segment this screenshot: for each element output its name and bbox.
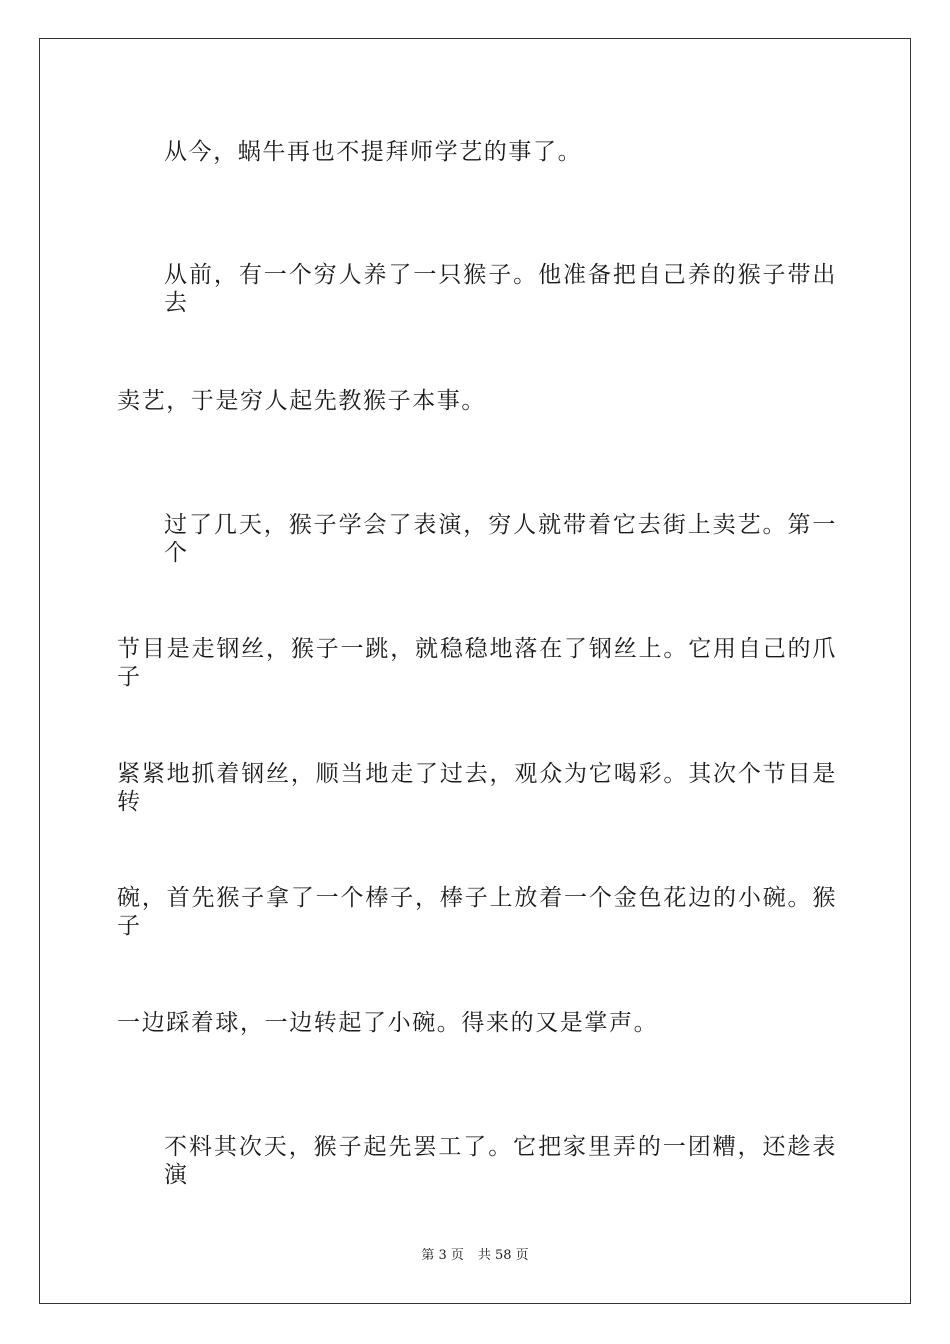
text-line: 紧紧地抓着钢丝，顺当地走了过去，观众为它喝彩。其次个节目是转 (117, 761, 837, 815)
text-line: 不料其次天，猴子起先罢工了。它把家里弄的一团糟，还趁表演 (164, 1134, 837, 1188)
text-line: 碗，首先猴子拿了一个棒子，棒子上放着一个金色花边的小碗。猴子 (117, 885, 837, 939)
text-line: 一边踩着球，一边转起了小碗。得来的又是掌声。 (117, 1010, 659, 1036)
page-number: 第 3 页 (421, 1248, 464, 1263)
page-total: 共 58 页 (477, 1248, 529, 1263)
page-footer (0, 1247, 950, 1265)
text-line: 节目是走钢丝，猴子一跳，就稳稳地落在了钢丝上。它用自己的爪子 (117, 636, 837, 690)
text-line: 卖艺，于是穷人起先教猴子本事。 (117, 388, 486, 414)
text-line: 过了几天，猴子学会了表演，穷人就带着它去街上卖艺。第一个 (164, 512, 837, 566)
text-line: 从今，蜗牛再也不提拜师学艺的事了。 (164, 139, 583, 165)
text-line: 从前，有一个穷人养了一只猴子。他准备把自己养的猴子带出去 (164, 262, 837, 316)
